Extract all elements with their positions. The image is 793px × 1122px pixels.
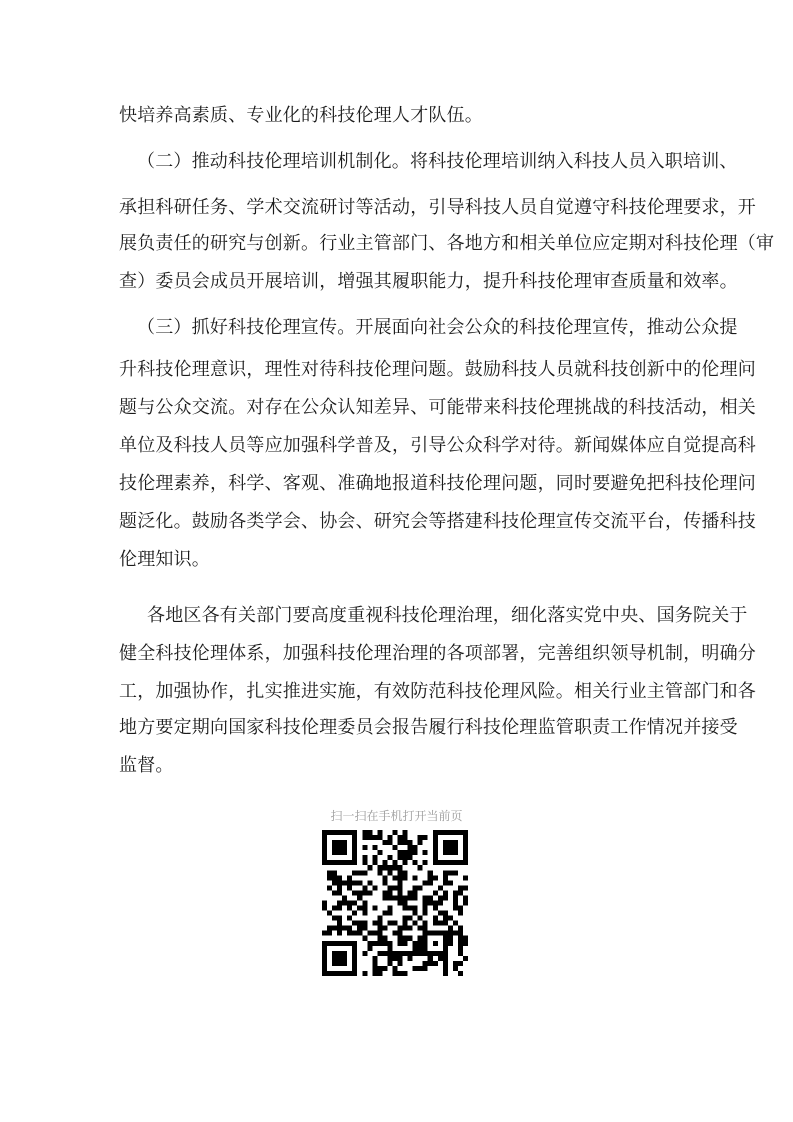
paragraph-line: 快培养高素质、专业化的科技伦理人才队伍。 [119,105,483,126]
paragraph-line: 监督。 [119,755,174,776]
paragraph-line: 技伦理素养，科学、客观、准确地报道科技伦理问题，同时要避免把科技伦理问 [119,473,756,494]
qr-caption: 扫一扫在手机打开当前页 [330,809,463,823]
paragraph-line: 题与公众交流。对存在公众认知差异、可能带来科技伦理挑战的科技活动，相关 [119,397,756,418]
paragraph-line: 伦理知识。 [119,549,210,570]
qr-code-icon[interactable] [322,830,468,976]
paragraph-line: 工，加强协作，扎实推进实施，有效防范科技伦理风险。相关行业主管部门和各 [119,681,756,702]
paragraph-line: （二）推动科技伦理培训机制化。将科技伦理培训纳入科技人员入职培训、 [137,151,738,172]
paragraph-line: 升科技伦理意识，理性对待科技伦理问题。鼓励科技人员就科技创新中的伦理问 [119,359,756,380]
paragraph-line: 健全科技伦理体系，加强科技伦理治理的各项部署，完善组织领导机制，明确分 [119,643,756,664]
paragraph-line: （三）抓好科技伦理宣传。开展面向社会公众的科技伦理宣传，推动公众提 [137,317,738,338]
paragraph-line: 查）委员会成员开展培训，增强其履职能力，提升科技伦理审查质量和效率。 [119,271,738,292]
paragraph-line: 展负责任的研究与创新。行业主管部门、各地方和相关单位应定期对科技伦理（审 [119,233,775,254]
paragraph-line: 承担科研任务、学术交流研讨等活动，引导科技人员自觉遵守科技伦理要求，开 [119,197,756,218]
paragraph-line: 题泛化。鼓励各类学会、协会、研究会等搭建科技伦理宣传交流平台，传播科技 [119,511,756,532]
paragraph-line: 单位及科技人员等应加强科学普及，引导公众科学对待。新闻媒体应自觉提高科 [119,435,756,456]
paragraph-line: 地方要定期向国家科技伦理委员会报告履行科技伦理监管职责工作情况并接受 [119,717,738,738]
paragraph-line: 各地区各有关部门要高度重视科技伦理治理，细化落实党中央、国务院关于 [147,605,748,626]
